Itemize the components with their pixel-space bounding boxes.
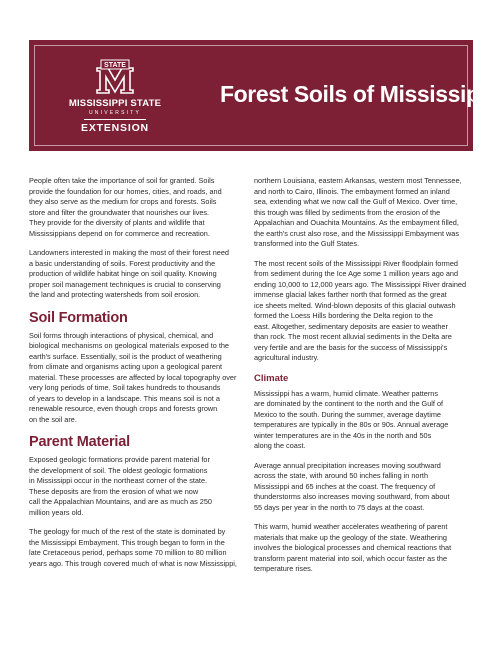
intro-paragraph-1: People often take the importance of soil for granted. Soils provide the foundation for our homes, cities, and roads, and they also serve as the medium for crops and forests. Soils store and filter the groundwater that nourishes our lives. They provide for the diversity of plants and wildlife that Mississippians depend on for commerce and recreation. (29, 176, 222, 238)
logo-university-label: UNIVERSITY (88, 110, 141, 116)
msu-m-logo-icon (93, 57, 137, 97)
logo-state-text: STATE (104, 62, 126, 70)
left-column (29, 176, 248, 578)
logo-extension-label: EXTENSION (81, 122, 149, 134)
parent-material-paragraph-2: The geology for much of the rest of the state is dominated by the Mississippi Embayment. This trough began to form in the late Cretaceous period, perhaps some 70 million to 80 million years ago. This trough covered much of what is now Mississippi, (29, 527, 237, 568)
logo-university-name: MISSISSIPPI STATE (68, 98, 162, 109)
right-column (254, 176, 473, 584)
climate-paragraph-1: Mississippi has a warm, humid climate. Weather patterns are dominated by the continent to the north and the Gulf of Mexico to the south. During the summer, average daytime temperatures are typically in the 80s or 90s. Annual average winter temperatures are in the 40s in the north and 50s along the coast. (254, 388, 449, 450)
page-title: Forest Soils of Mississippi (220, 81, 500, 107)
climate-paragraph-3: This warm, humid weather accelerates weathering of parent materials that make up the geology of the state. Weathering involves the biological processes and chemical reactions that transform parent material into soil, which occur faster as the temperature rises. (254, 522, 452, 573)
embayment-paragraph: northern Louisiana, eastern Arkansas, western most Tennessee, and north to Cairo, Illinois. The embayment formed an inland sea, extending what we now call the Gulf of Mexico. Over time, this trough was filled by sediments from the erosion of the Appalachian and Ouachita Mountains. As the embayment filled, the earth's crust also rose, and the Mississippi Embayment was transformed into the Gulf States. (254, 176, 462, 248)
intro-paragraph-2: Landowners interested in making the most of their forest need a basic understanding of soils. Forest productivity and the production of wildlife habitat hinge on soil quality. Knowing proper soil management techniques is crucial to conserving the land and protecting watersheds from soil erosion. (29, 248, 229, 299)
soil-formation-paragraph: Soil forms through interactions of physical, chemical, and biological mechanisms on geological materials exposed to the earth's surface. Essentially, soil is the product of weathering from climate and organisms acting upon a geological parent material. These processes are affected by local topography over very long periods of time. Soil takes hundreds to thousands of years to develop in a landscape. This means soil is not a renewable resource, even though crops and forests grown on the soil are. (29, 330, 237, 424)
floodplain-paragraph: The most recent soils of the Mississippi River floodplain formed from sediment during the Ice Age some 1 million years ago and ending 10,000 to 12,000 years ago. The Mississippi River drained immense glacial lakes farther north that formed as the great ice sheets melted. Wind-blown deposits of this glacial outwash formed the Loess Hills bordering the Delta region to the east. Altogether, sedimentary deposits are easier to weather than rock. The most recent alluvial sediments in the Delta are very fertile and are the basis for the success of Mississippi's agricultural industry. (254, 258, 467, 362)
parent-material-paragraph-1: Exposed geologic formations provide parent material for the development of soil. The oldest geologic formations in Mississippi occur in the northeast corner of the state. These deposits are from the erosion of what we now call the Appalachian Mountains, and are as much as 250 million years old. (29, 455, 212, 517)
soil-formation-heading: Soil Formation (29, 309, 128, 326)
msu-extension-logo (65, 57, 165, 137)
climate-paragraph-2: Average annual precipitation increases moving southward across the state, with around 50 inches falling in north Mississippi and 65 inches at the coast. The frequency of thunderstorms also increases moving southward, from about 55 days per year in the north to 75 days at the coast. (254, 460, 450, 512)
logo-divider (84, 119, 146, 120)
parent-material-heading: Parent Material (29, 434, 130, 450)
climate-heading: Climate (254, 372, 289, 384)
header-banner (29, 40, 500, 151)
